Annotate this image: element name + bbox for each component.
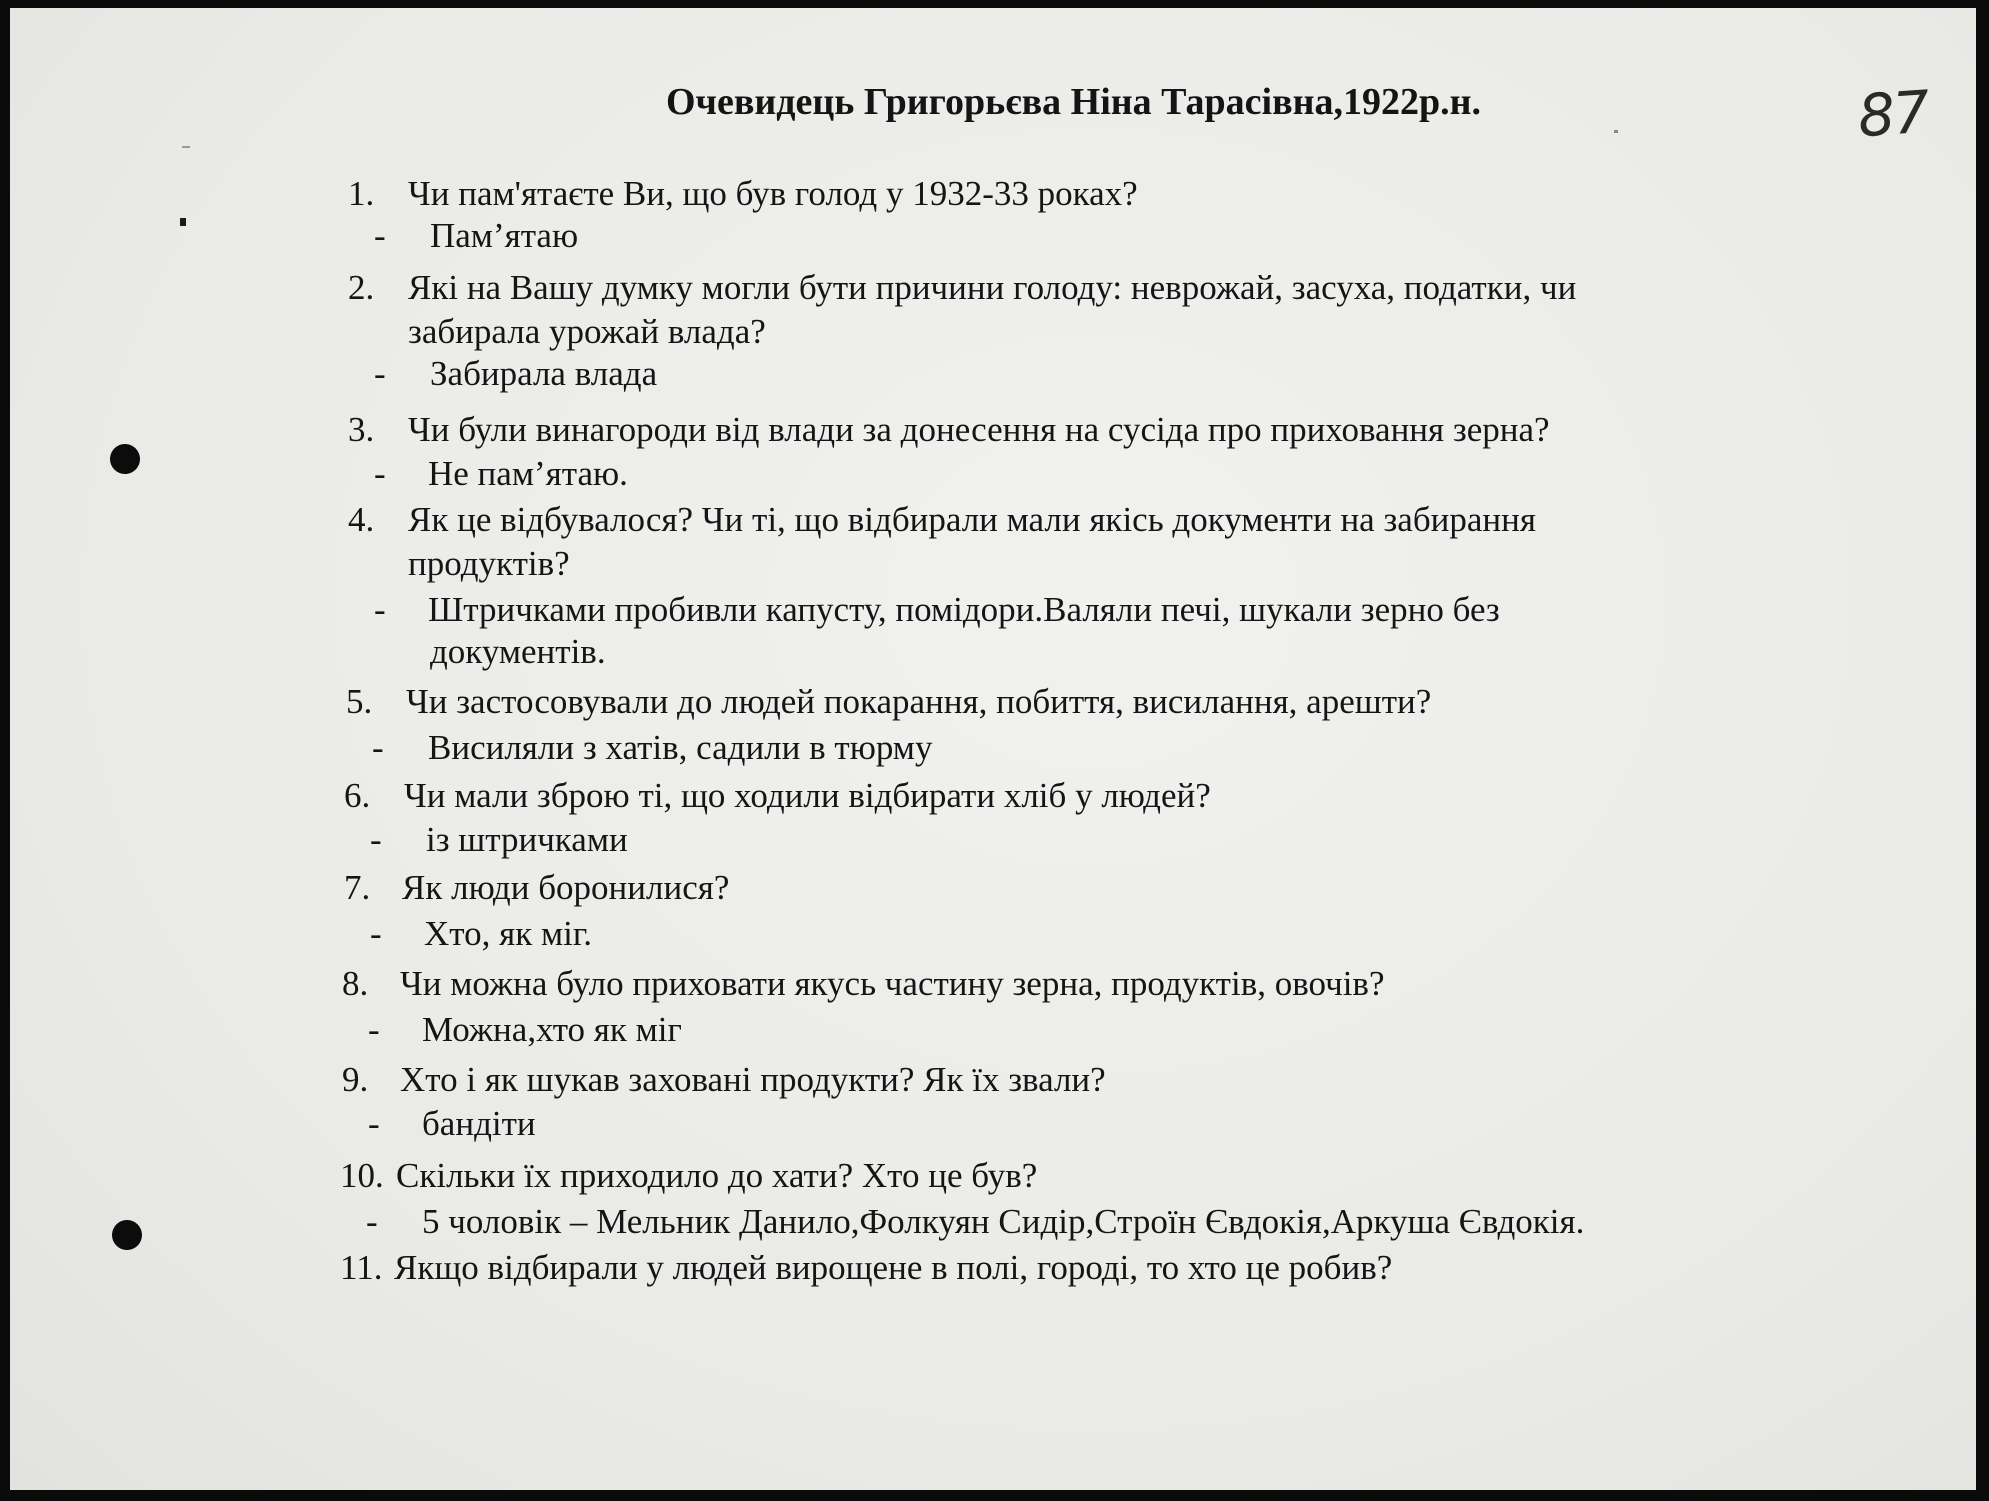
question-number: 3. (348, 410, 375, 449)
answer-marker: - (374, 354, 386, 393)
question-number: 4. (348, 500, 375, 539)
question-number: 6. (344, 776, 371, 815)
punch-hole (112, 1220, 142, 1250)
scan-speck (180, 218, 186, 226)
answer-marker: - (374, 454, 386, 493)
answer-marker: - (374, 216, 386, 255)
question-text: Як це відбувалося? Чи ті, що відбирали мали якісь документи на забирання (408, 500, 1536, 539)
answer-marker: - (366, 1202, 378, 1241)
answer-marker: - (372, 728, 384, 767)
answer-text: Можна,хто як міг (422, 1010, 682, 1049)
question-text: Чи були винагороди від влади за донесення на сусіда про приховання зерна? (408, 410, 1550, 449)
answer-marker: - (370, 914, 382, 953)
question-text: Чи пам'ятаєте Ви, що був голод у 1932-33 роках? (408, 174, 1138, 213)
answer-text: Штричками пробивли капусту, помідори.Валяли печі, шукали зерно без (428, 590, 1500, 629)
question-text: продуктів? (408, 544, 570, 583)
question-number: 11. (340, 1248, 383, 1287)
answer-text: Пам’ятаю (430, 216, 579, 255)
answer-text: Висиляли з хатів, садили в тюрму (428, 728, 933, 767)
question-number: 2. (348, 268, 375, 307)
handwritten-page-number: 87 (1855, 77, 1931, 151)
question-text: Скільки їх приходило до хати? Хто це був? (396, 1156, 1038, 1195)
scan-speck (1614, 130, 1618, 133)
answer-marker: - (374, 590, 386, 629)
question-text: забирала урожай влада? (408, 312, 766, 351)
question-text: Чи застосовували до людей покарання, побиття, висилання, арешти? (406, 682, 1432, 721)
question-text: Як люди боронилися? (402, 868, 730, 907)
answer-text: із штричками (426, 820, 628, 859)
question-text: Хто і як шукав заховані продукти? Як їх звали? (400, 1060, 1106, 1099)
answer-text: Забирала влада (430, 354, 658, 393)
question-text: Чи мали зброю ті, що ходили відбирати хліб у людей? (404, 776, 1211, 815)
answer-text: Хто, як міг. (424, 914, 592, 953)
answer-text: Не пам’ятаю. (428, 454, 628, 493)
question-text: Якщо відбирали у людей вирощене в полі, городі, то хто це робив? (394, 1248, 1393, 1287)
question-text: Які на Вашу думку могли бути причини голоду: неврожай, засуха, податки, чи (408, 268, 1577, 307)
question-number: 10. (340, 1156, 384, 1195)
question-number: 5. (346, 682, 373, 721)
paper-sheet (10, 8, 1976, 1490)
scan-speck (182, 146, 190, 148)
question-number: 8. (342, 964, 369, 1003)
question-text: Чи можна було приховати якусь частину зерна, продуктів, овочів? (400, 964, 1385, 1003)
question-number: 1. (348, 174, 375, 213)
answer-marker: - (370, 820, 382, 859)
answer-text: 5 чоловік – Мельник Данило,Фолкуян Сидір,Строїн Євдокія,Аркуша Євдокія. (422, 1202, 1585, 1241)
document-title: Очевидець Григорьєва Ніна Тарасівна,1922р.н. (666, 81, 1482, 123)
punch-hole (110, 444, 140, 474)
answer-text: документів. (430, 632, 606, 671)
answer-marker: - (368, 1010, 380, 1049)
answer-marker: - (368, 1104, 380, 1143)
question-number: 7. (344, 868, 371, 907)
question-number: 9. (342, 1060, 369, 1099)
answer-text: бандіти (422, 1104, 536, 1143)
